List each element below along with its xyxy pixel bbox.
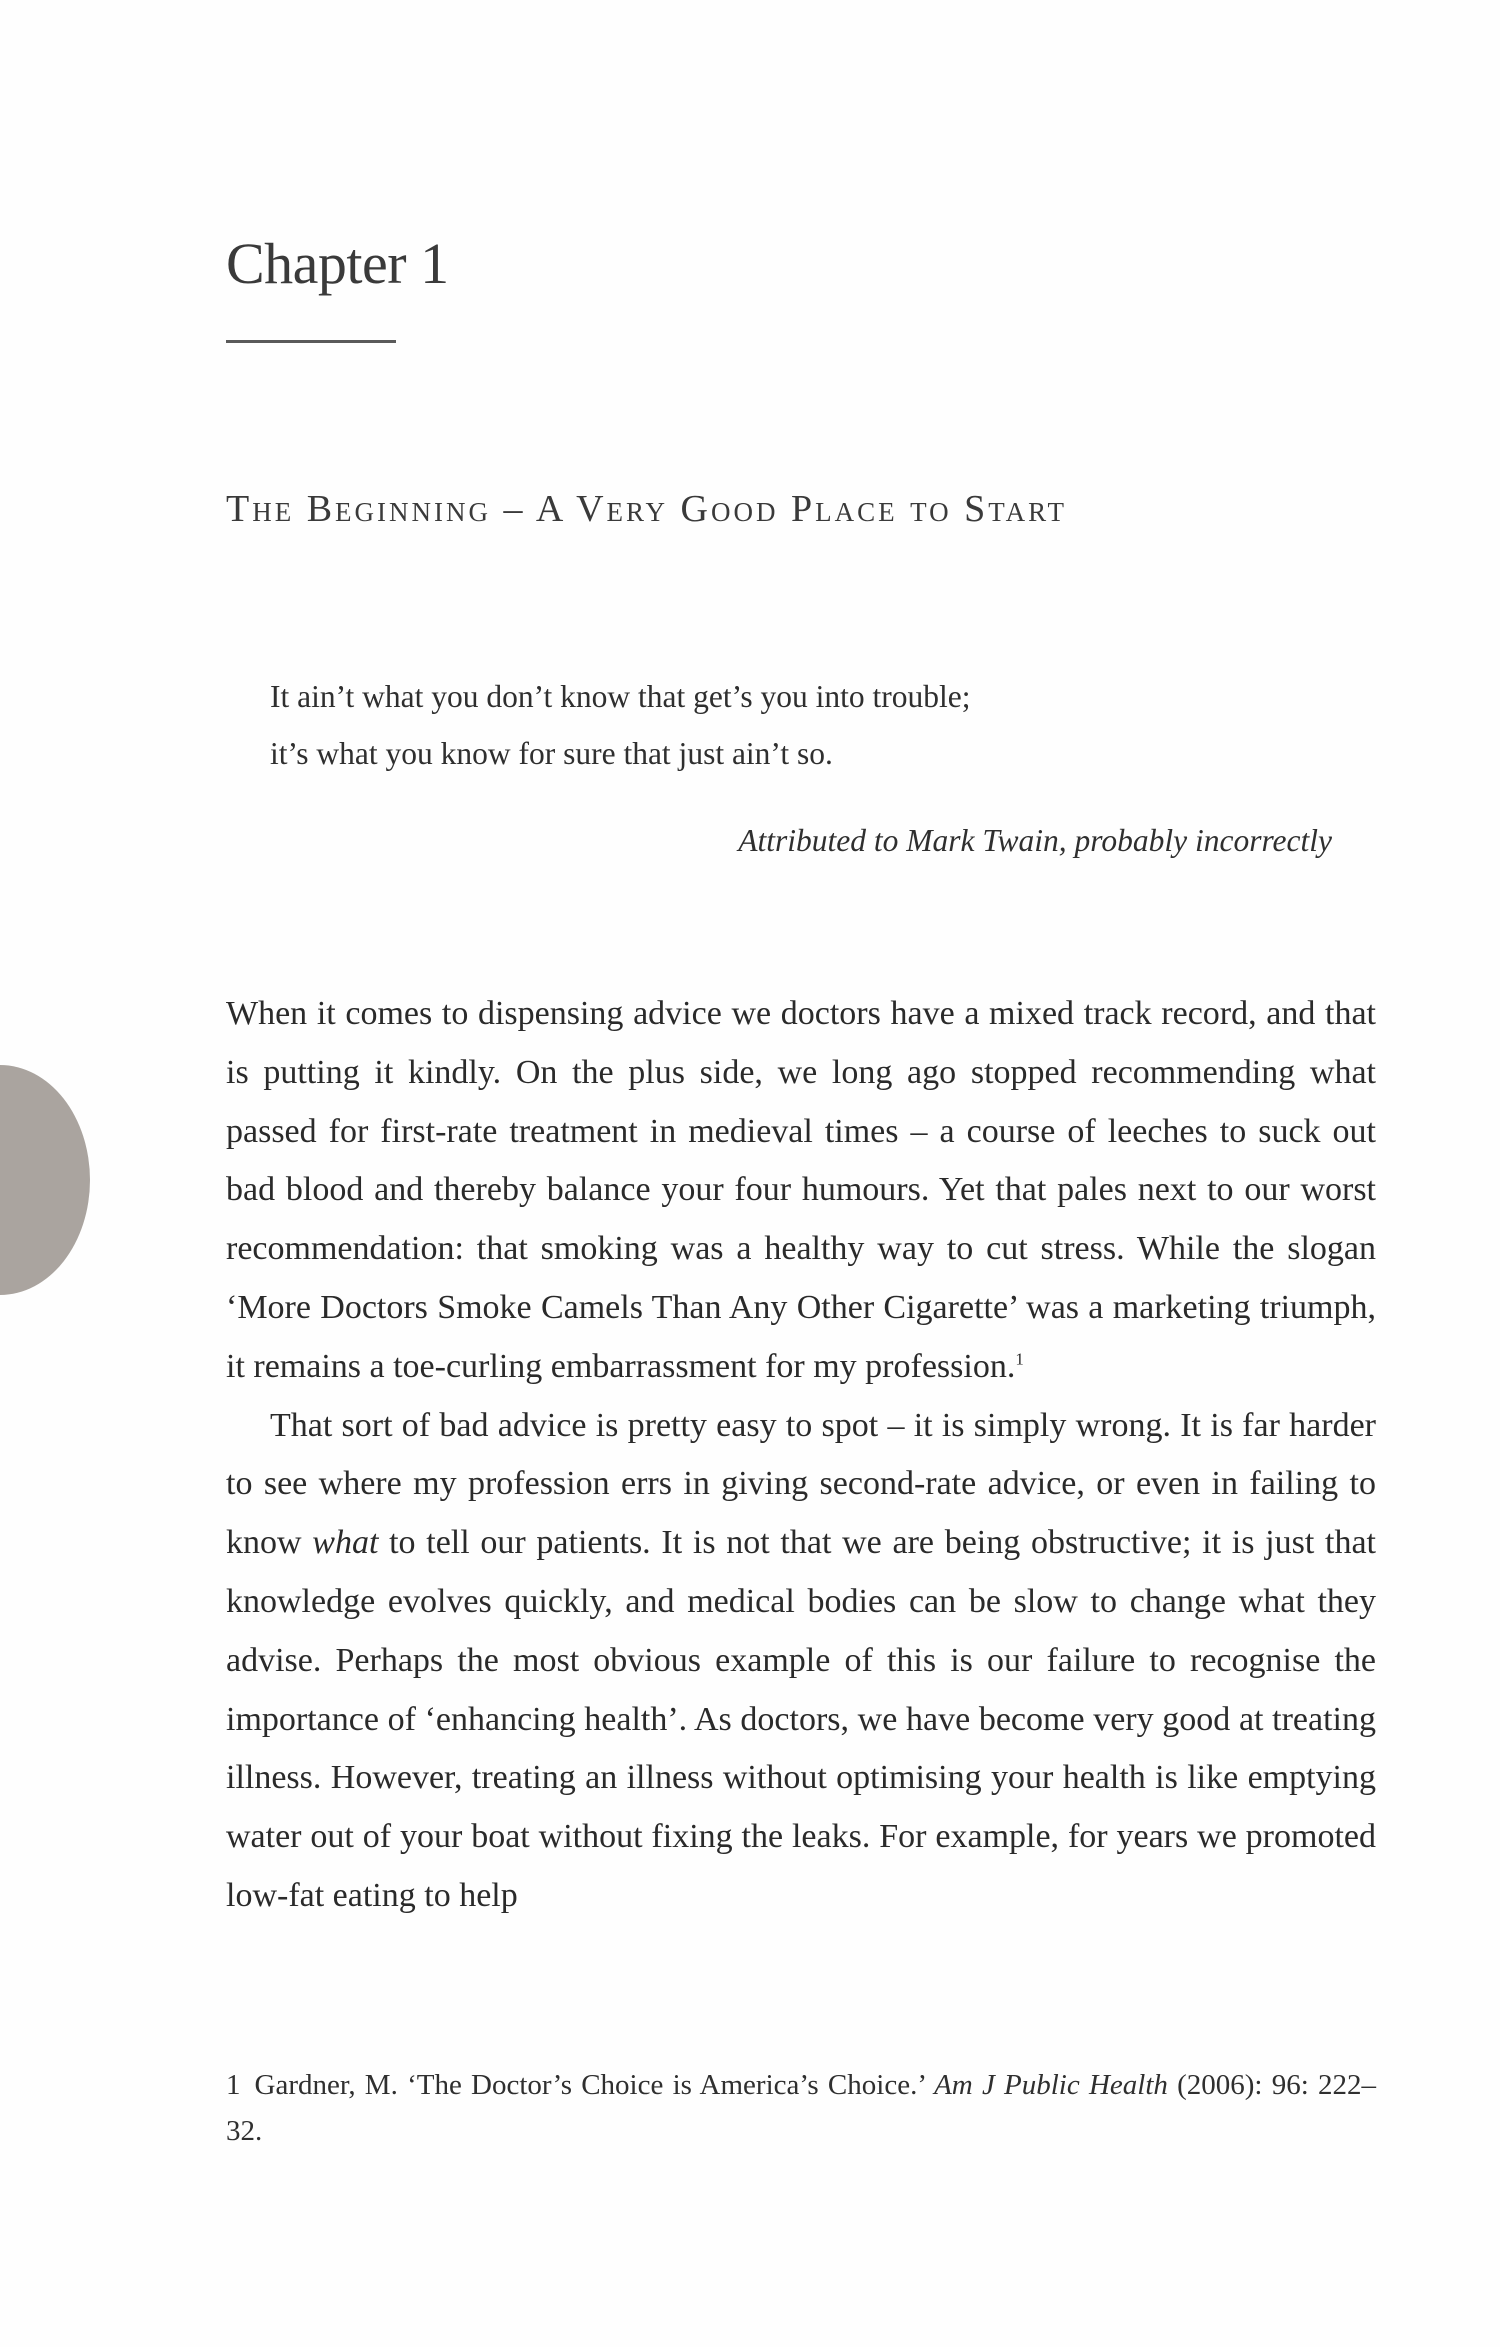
epigraph-line-2: it’s what you know for sure that just ain’t so. bbox=[270, 736, 833, 771]
epigraph-line-1: It ain’t what you don’t know that get’s you into trouble; bbox=[270, 679, 971, 714]
chapter-title-rule bbox=[226, 340, 396, 343]
thumb-index-tab bbox=[0, 1065, 90, 1295]
body-text bbox=[226, 985, 1376, 1926]
paragraph-1-text: When it comes to dispensing advice we doctors have a mixed track record, and that is putting it kindly. On the plus side, we long ago stopped recommending what passed for first-rate treatment in medieval times – a course of leeches to suck out bad blood and thereby balance your four humours. Yet that pales next to our worst recommendation: that smoking was a healthy way to cut stress. While the slogan ‘More Doctors Smoke Camels Than Any Other Cigarette’ was a marketing triumph, it remains a toe-curling embarrassment for my profession. bbox=[226, 995, 1376, 1385]
body-paragraph-2 bbox=[226, 1397, 1376, 1926]
epigraph-attribution: Attributed to Mark Twain, probably incorrectly bbox=[738, 823, 1332, 858]
section-heading: The Beginning – A Very Good Place to Start bbox=[226, 488, 1067, 530]
epigraph bbox=[270, 668, 1332, 869]
footnote bbox=[226, 2062, 1376, 2154]
paragraph-2-text-b: to tell our patients. It is not that we are being obstructive; it is just that knowledge evolves quickly, and medical bodies can be slow to change what they advise. Perhaps the most obvious example of this is our failure to recognise the importance of ‘enhancing health’. As doctors, we have become very good at treating illness. However, treating an illness without optimising your health is like emptying water out of your boat without fixing the leaks. For example, for years we promoted low-fat eating to help bbox=[226, 1524, 1376, 1914]
chapter-title: Chapter 1 bbox=[226, 231, 449, 296]
paragraph-2-text-a: That sort of bad advice is pretty easy to spot – it is simply wrong. It is far harder to see where my profession errs in giving second-rate advice, or even in failing to know bbox=[226, 1406, 1376, 1562]
footnote-text-a: Gardner, M. ‘The Doctor’s Choice is America’s Choice.’ bbox=[254, 2069, 935, 2101]
paragraph-2-emphasis: what bbox=[312, 1524, 379, 1562]
footnote-text-b: (2006): 96: 222–32. bbox=[226, 2069, 1376, 2147]
footnote-number: 1 bbox=[226, 2069, 241, 2101]
footnote-reference: 1 bbox=[1015, 1349, 1024, 1369]
body-paragraph-1 bbox=[226, 985, 1376, 1397]
footnote-journal: Am J Public Health bbox=[934, 2069, 1168, 2101]
